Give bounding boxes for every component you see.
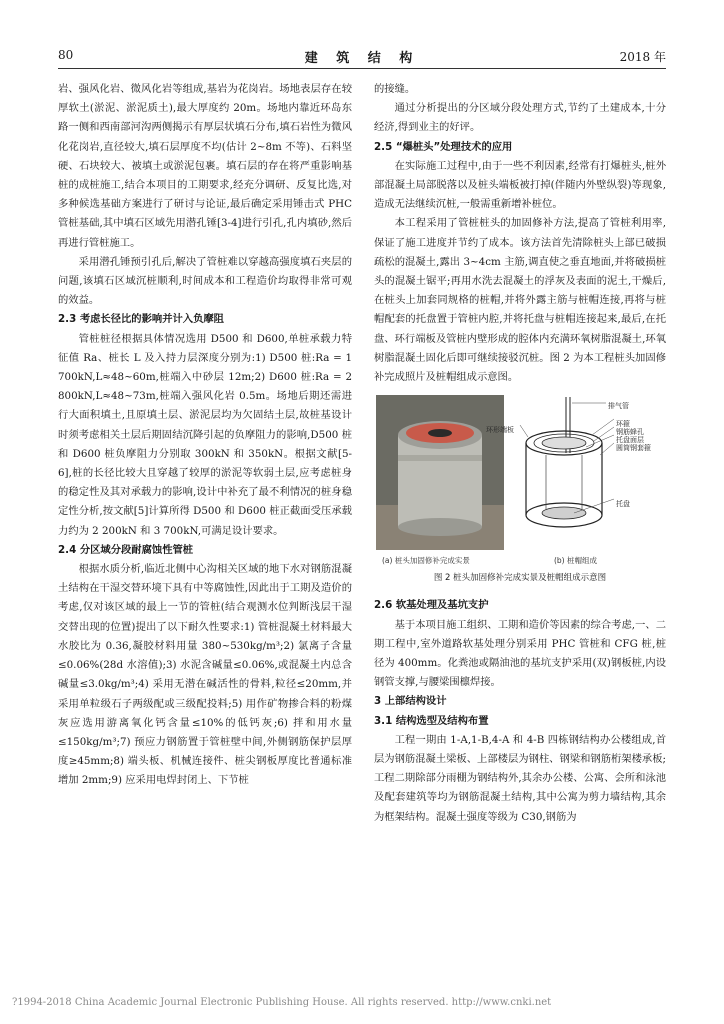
section-heading: 3.1 结构选型及结构布置	[374, 714, 489, 727]
paragraph: 采用潜孔锤预引孔后,解决了管桩难以穿越高强度填石夹层的问题,该填石区域沉桩顺利,时间成本和工程造价均取得非常可观的效益。	[58, 255, 352, 307]
label-vent-pipe: 排气管	[608, 402, 629, 411]
paragraph: 基于本项目施工组织、工期和造价等因素的综合考虑,一、二期工程中,室外道路软基处理分别采用 PHC 管桩和 CFG 桩,桩径为 400mm。化粪池或隔油池的基坑支护采用(双)钢板桩,内设钢管支撑,与腰梁围檩焊接。	[374, 618, 666, 689]
section-heading: 2.3 考虑长径比的影响并计入负摩阻	[58, 313, 224, 326]
page-header	[58, 48, 666, 69]
copyright-footer: ?1994-2018 China Academic Journal Electronic Publishing House. All rights reserved. http://www.cnki.net	[12, 997, 552, 1008]
paragraph: 通过分析提出的分区域分段处理方式,节约了土建成本,十分经济,得到业主的好评。	[374, 102, 666, 134]
paragraph: 本工程采用了管桩桩头的加固修补方法,提高了管桩利用率,保证了施工进度并节约了成本。该方法首先清除桩头上部已破损疏松的混凝土,露出 3~4cm 主筋,调直使之垂直地面,并将破损桩头的混凝土锯平;再用水洗去混凝土的浮灰及表面的泥土,干燥后,在桩头上加套同规格的桩帽,并将外露主筋与桩帽连接,再将与桩帽配套的托盘置于管桩内腔,并将托盘与桩帽连接起来,最后,在托盘、环行端板及管桩内壁形成的腔体内充满环氧树脂混凝土,环氧树脂混凝土固化后即可继续接驳沉桩。图 2 为本工程桩头加固修补完成照片及桩帽组成示意图。	[374, 217, 666, 384]
label-tray: 托盘	[616, 500, 630, 509]
pile-cap-diagram	[514, 395, 664, 550]
subcaption-b: (b) 桩帽组成	[554, 556, 597, 566]
paragraph: 管桩桩径根据具体情况选用 D500 和 D600,单桩承载力特征值 Ra、桩长 L 及入持力层深度分别为:1) D500 桩:Ra = 1 700kN,L≈48~60m,桩端入中砂层 12m;2) D600 桩:Ra = 2 800kN,L≈48~73m,桩端入强风化岩 0.5m。场地后期还需进行大面积填土,且原填土层、淤泥层均为欠固结土层,故桩基设计时须考虑相关土层后期固结沉降引起的负摩阻力的影响,D500 桩和 D600 桩负摩阻力分别取 300kN 和 350kN。根据文献[5-6],桩的长径比较大且穿越了较厚的淤泥等软弱土层,应考虑桩身的稳定性及其对承载力的影响,设计中补充了最不利情况的桩身稳定性分析,按文献[5]计算所得 D500 和 D600 桩正截面受压承载力约为 2 200kN 和 3 700kN,可满足设计要求。	[58, 332, 352, 537]
journal-title: 建 筑 结 构	[304, 51, 420, 66]
page-number: 80	[58, 48, 74, 62]
section-heading: 3 上部结构设计	[374, 695, 447, 708]
figure-2	[374, 395, 666, 565]
right-column	[374, 80, 666, 827]
section-heading: 2.6 软基处理及基坑支护	[374, 599, 489, 612]
section-heading: 2.5 “爆桩头”处理技术的应用	[374, 140, 513, 153]
paragraph: 的接缝。	[374, 83, 416, 95]
paragraph: 根据水质分析,临近北侧中心沟相关区域的地下水对钢筋混凝土结构在干湿交替环境下具有中等腐蚀性,因此出于工期及造价的考虑,仅对该区域的最上一节的管桩(结合观测水位判断浅层干湿交替出现的位置)提出了以下耐久性要求:1) 管桩混凝土材料最大水胶比为 0.36,凝胶材料用量 380~530kg/m³;2) 氯离子含量≤0.06%(28d 水溶值);3) 水泥含碱量≤0.06%,或混凝土内总含碱量≤3.0kg/m³;4) 采用无潜在碱活性的骨料,粒径≤20mm,并采用单粒级石子两级配或三级配投料;5) 用作矿物掺合料的粉煤灰应选用游离氧化钙含量≤10%的低钙灰;6) 拌和用水量≤150kg/m³;7) 预应力钢筋置于管桩壁中间,外侧钢筋保护层厚度≥45mm;8) 端头板、机械连接件、桩尖钢板厚度比普通标准增加 2mm;9) 应采用电焊封闭上、下节桩	[58, 563, 352, 787]
figure-caption: 图 2 桩头加固修补完成实景及桩帽组成示意图	[433, 573, 607, 584]
journal-year: 2018 年	[619, 50, 666, 64]
label-tray-surface: 托盘面层	[616, 436, 644, 445]
subcaption-a: (a) 桩头加固修补完成实景	[382, 556, 470, 566]
paragraph: 在实际施工过程中,由于一些不利因素,经常有打爆桩头,桩外部混凝土局部脱落以及桩头端板被打掉(伴随内外壁纵裂)等现象,造成无法继续沉桩,一般需重新增补桩位。	[374, 159, 666, 211]
label-rebar-hole: 钢筋蜂孔	[616, 428, 644, 437]
label-ring-plate: 环形端板	[486, 426, 514, 435]
paragraph: 工程一期由 1-A,1-B,4-A 和 4-B 四栋钢结构办公楼组成,首层为钢筋混凝土梁板、上部楼层为钢柱、钢梁和钢筋桁架楼承板;工程二期除部分雨棚为钢结构外,其余办公楼、公寓、会所和泳池及配套建筑等均为钢筋混凝土结构,其中公寓为剪力墙结构,其余为框架结构。混凝土强度等级为 C30,钢筋为	[374, 733, 666, 823]
section-heading: 2.4 分区域分段耐腐蚀性管桩	[58, 543, 194, 556]
pile-head-photo	[376, 395, 504, 550]
label-hoop: 环箍	[616, 420, 630, 429]
label-steel-hoop: 圆筒钢套箍	[616, 444, 651, 453]
paragraph: 岩、强风化岩、微风化岩等组成,基岩为花岗岩。场地表层存在较厚软土(淤泥、淤泥质土),最大厚度约 20m。场地内靠近环岛东路一侧和西南部河沟两侧揭示有厚层状填石分布,填石岩性为微风化花岗岩,直径较大,填石层厚度不均(估计 2~8m 不等)、石料坚硬、石块较大、被填土或淤泥包裹。填石层的存在将严重影响基桩的成桩施工,结合本项目的工期要求,经充分调研、反复比选,对多种候选基础方案进行了研讨与论证,最后确定采用锤击式 PHC 管桩基础,其中填石区域先用潜孔锤[3-4]进行引孔,孔内填砂,然后再进行管桩施工。	[58, 83, 352, 249]
left-column	[58, 80, 352, 791]
